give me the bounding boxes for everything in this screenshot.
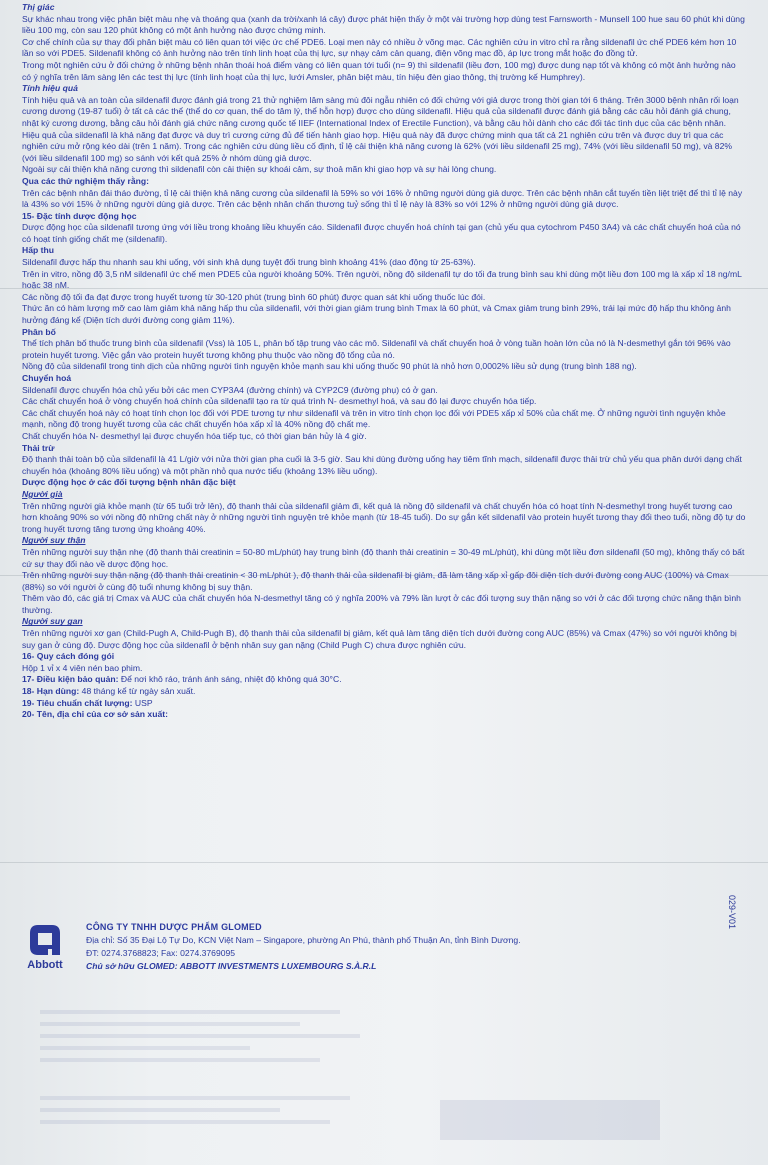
item-lead: 17- Điều kiện bảo quản: <box>22 674 119 685</box>
section-heading: Thải trừ <box>22 442 55 453</box>
section-heading: Người suy thận <box>22 535 86 546</box>
section-heading: Tính hiệu quả <box>22 83 78 94</box>
item-lead: 19- Tiêu chuẩn chất lượng: <box>22 697 133 708</box>
company-address: Địa chỉ: Số 35 Đại Lộ Tự Do, KCN Việt Nam – Singapore, phường An Phú, thành phố Thuận An, tỉnh Bình Dương. <box>86 935 521 945</box>
paragraph: Thêm vào đó, các giá trị Cmax và AUC của chất chuyển hóa N-desmethyl tăng có ý nghĩa 200% và 79% lần lượt ở các đối tượng suy thận nặng so với ở các đối tượng chức năng thận bình thường. <box>22 593 741 615</box>
abbott-logo <box>22 921 68 977</box>
leaflet-body <box>22 2 747 721</box>
paragraph: Trên những người suy thận nhẹ (độ thanh thải creatinin = 50-80 mL/phút) hay trung bình (độ thanh thải creatinin = 30-49 mL/phút), khi dùng một liều đơn sildenafil (50 mg), không thấy có bất cứ sự thay đổi nào về dược động học. <box>22 546 745 569</box>
paragraph: Nồng độ của sildenafil trong tinh dịch của những người tình nguyện khỏe mạnh sau khi uống thuốc 90 phút là nhỏ hơn 0,0002% liều sử dụng (trung bình 188 ng). <box>22 361 637 372</box>
document-code: 029-V01 <box>727 894 737 929</box>
section-heading: Người suy gan <box>22 616 83 627</box>
paragraph: Dược động học của sildenafil tương ứng với liều trong khoảng liều khuyến cáo. Sildenafil được chuyển hoá chính tại gan (chủ yếu qua cytochrom P450 3A4) và các chất chuyển hoá của nó có hoạt tính giống chất mẹ (sildenafil). <box>22 222 741 244</box>
paper-fold <box>0 862 768 863</box>
logo-wordmark: Abbott <box>27 959 63 971</box>
section-heading: Thị giác <box>22 2 55 12</box>
paragraph: Trong một nghiên cứu ở đối chứng ở những bệnh nhân thoái hoá điểm vàng có liên quan tới tuổi (n= 9) thì sildenafil (liều đơn, 100 mg) được dung nạp tốt và không có một ảnh hưởng nào có ý nghĩa trên lâm sàng lên các test thị lực (tính linh hoạt của thị lực, lưới Amsler, phân biệt màu, tín hiệu đèn giao thông, thị trường kế Humphrey). <box>22 59 736 82</box>
paragraph: Sự khác nhau trong việc phân biệt màu nhẹ và thoáng qua (xanh da trời/xanh lá cây) được phát hiện thấy ở một vài trường hợp dùng test Farnsworth - Munsell 100 hue sau 60 phút khi dùng liều 100 mg, còn sau 120 phút không có một ảnh hưởng nào được chứng minh. <box>22 13 745 36</box>
paragraph: Trên những người già khỏe mạnh (từ 65 tuổi trở lên), độ thanh thải của sildenafil giảm đi, kết quả là nồng độ sildenafil và chất chuyển hóa có hoạt tính N-desmethyl trong huyết tương cao hơn khoảng 90% so với nồng độ những chất này ở những người tình nguyện trẻ khỏe mạnh (từ 18-45 tuổi). Do sự gắn kết sildenafil vào protein huyết tương thay đổi theo tuổi, nồng độ tự do trong huyết tương tăng tương ứng khoảng 40%. <box>22 500 746 534</box>
paragraph: Độ thanh thải toàn bộ của sildenafil là 41 L/giờ với nửa thời gian pha cuối là 3-5 giờ. Sau khi dùng đường uống hay tiêm tĩnh mạch, sildenafil được thải trừ chủ yếu qua phân dưới dạng chất chuyển hóa (khoảng 80% liều uống) và một phần nhỏ qua nước tiểu (khoảng 13% liều uống). <box>22 454 742 476</box>
paragraph: Thức ăn có hàm lượng mỡ cao làm giảm khả năng hấp thu của sildenafil, với thời gian giảm trung bình Tmax là 60 phút, và Cmax giảm trung bình 29%, trái lại mức độ hấp thu không ảnh hưởng đáng kể (Diện tích dưới đường cong giảm 11%). <box>22 303 731 326</box>
section-heading: Chuyển hoá <box>22 373 72 383</box>
show-through-print <box>40 1000 720 1150</box>
company-phone: ĐT: 0274.3768823; Fax: 0274.3769095 <box>86 948 236 958</box>
section-heading: Phân bố <box>22 326 56 337</box>
paragraph: 17- Điều kiện bảo quản: Để nơi khô ráo, tránh ánh sáng, nhiệt độ không quá 30°C. <box>22 674 342 685</box>
company-owner: Chủ sở hữu GLOMED: ABBOTT INVESTMENTS LUXEMBOURG S.À.R.L <box>86 961 377 971</box>
section-heading: 16- Quy cách đóng gói <box>22 651 115 662</box>
paragraph: Sildenafil được chuyển hóa chủ yếu bởi các men CYP3A4 (đường chính) và CYP2C9 (đường phụ) có ở gan. <box>22 384 438 395</box>
abbott-logo-icon <box>28 923 62 957</box>
manufacturer-block <box>22 894 747 977</box>
paragraph: 19- Tiêu chuẩn chất lượng: USP <box>22 697 153 708</box>
paragraph: Ngoài sự cải thiện khả năng cương thì sildenafil còn cải thiện sự khoái cảm, sự thoả mãn khi giao hợp và sự hài lòng chung. <box>22 164 497 175</box>
paragraph: Sildenafil được hấp thu nhanh sau khi uống, với sinh khả dụng tuyệt đối trung bình khoảng 41% (dao động từ 25-63%). <box>22 257 476 268</box>
item-lead: 18- Hạn dùng: <box>22 686 80 697</box>
section-heading: Qua các thử nghiệm thấy rằng: <box>22 175 150 186</box>
company-name: CÔNG TY TNHH DƯỢC PHẨM GLOMED <box>86 922 262 932</box>
paragraph: Các chất chuyển hoá ở vòng chuyển hoá chính của sildenafil tạo ra từ quá trình N- desmethyl hoá, và sau đó lại được chuyển hóa tiếp. <box>22 396 537 407</box>
section-heading: Dược động học ở các đối tượng bệnh nhân đặc biệt <box>22 477 236 488</box>
section-heading: Hấp thu <box>22 245 54 256</box>
paragraph: Trên những người suy thận nặng (độ thanh thải creatinin < 30 mL/phút ), độ thanh thải của sildenafil bị giảm, đã làm tăng xấp xỉ gấp đôi diện tích dưới đường cong AUC (100%) và Cmax (88%) so với người ở cùng độ tuổi nhưng không bị suy thận. <box>22 570 729 592</box>
paragraph: Các chất chuyển hoá này có hoạt tính chọn lọc đối với PDE tương tự như sildenafil và trên in vitro tính chọn lọc đối với PDE5 xấp xỉ 50% của chất mẹ. Ở những người tình nguyện khỏe mạnh, nồng độ trong huyết tương của các chất chuyển hóa xấp xỉ là 40% nồng độ chất mẹ. <box>22 407 726 430</box>
paragraph: Trên in vitro, nồng độ 3,5 nM sildenafil ức chế men PDE5 của người khoảng 50%. Trên người, nồng độ sildenafil tự do tối đa trung bình sau khi dùng một liều đơn 100 mg là xấp xỉ 18 ng/mL hoặc 38 nM. <box>22 268 742 291</box>
paragraph: Chất chuyển hóa N- desmethyl lại được chuyển hóa tiếp tục, có thời gian bán hủy là 4 giờ. <box>22 430 367 441</box>
section-heading: Người già <box>22 488 63 499</box>
paragraph: Hiệu quả của sildenafil là khả năng đạt được và duy trì cương cứng đủ để tiến hành giao hợp. Hiệu quả này đã được chứng minh qua tất cả 21 nghiên cứu trên và được duy trì qua các nghiên cứu mở rộng kéo dài (trên 1 năm). Trong các nghiên cứu dùng liều cố định, tỉ lệ cải thiện khả năng cương là 62% (với liều sildenafil 25 mg), 74% (với liều sildenafil 50 mg), và 82% (với liều sildenafil 100 mg) so sánh với kết quả 25% ở nhóm dùng giả dược. <box>22 129 733 163</box>
paragraph: Các nồng độ tối đa đạt được trong huyết tương từ 30-120 phút (trung bình 60 phút) được quan sát khi uống thuốc lúc đói. <box>22 291 486 302</box>
paragraph: 18- Hạn dùng: 48 tháng kể từ ngày sản xuất. <box>22 686 196 697</box>
paragraph: Cơ chế chính của sự thay đổi phân biệt màu có liên quan tới việc ức chế PDE6. Loại men này có nhiều ở võng mạc. Các nghiên cứu in vitro chỉ ra rằng sildenafil ức chế PDE6 kém hơn 10 lần so với PDE5. Sildenafil không có ảnh hưởng nào trên tính linh hoạt của thị lực, sự nhạy cảm cản quang, điện võng mạc đồ, áp lực trong mắt hoặc đo đồng tử. <box>22 36 737 59</box>
paragraph: Tính hiệu quả và an toàn của sildenafil được đánh giá trong 21 thử nghiệm lâm sàng mù đôi ngẫu nhiên có đối chứng với giả dược trong thời gian tới 6 tháng. Trên 3000 bệnh nhân rối loạn cương dương (19-87 tuổi) ở tất cả các thể (thể do cơ quan, thể do tâm lý, thể hỗn hợp) được cho dùng sildenafil. Hiệu quả của sildenafil được đánh giá bằng các câu hỏi đánh giá chung, nhật ký cương dương, bằng câu hỏi đánh giá chức năng cương quốc tế IIEF (International Index of Erectile Function), và bằng câu hỏi dành cho các đối tác tình dục của các bệnh nhân. <box>22 94 739 128</box>
section-heading: 20- Tên, địa chỉ của cơ sở sản xuất: <box>22 709 168 720</box>
paragraph: Trên các bệnh nhân đái tháo đường, tỉ lệ cải thiện khả năng cương của sildenafil là 59% so với 16% ở những người dùng giả dược. Trên các bệnh nhân cắt tuyến tiền liệt triệt để thì tỉ lệ này là 43% so với 15% ở những người dùng giả dược. Trên các bệnh nhân chấn thương tuỷ sống thì tỉ lệ này là 83% so với 12% ở những người dùng giả dược. <box>22 187 743 210</box>
paragraph: Hộp 1 vỉ x 4 viên nén bao phim. <box>22 662 143 673</box>
paragraph: Thể tích phân bố thuốc trung bình của sildenafil (Vss) là 105 L, phân bố tập trung vào các mô. Sildenafil và chất chuyển hoá ở vòng tuần hoàn lớn của nó là N-desmethyl gắn tới 96% vào protein huyết tương. Việc gắn vào protein huyết tương không phụ thuộc vào nồng độ tổng của nó. <box>22 338 731 360</box>
section-heading: 15- Đặc tính dược động học <box>22 210 137 221</box>
company-info <box>86 921 706 973</box>
paragraph: Trên những người xơ gan (Child-Pugh A, Child-Pugh B), độ thanh thải của sildenafil bị giảm, kết quả làm tăng diện tích dưới đường cong AUC (85%) và Cmax (47%) so với người không bị suy gan ở cùng độ. Dược động học của sildenafil ở bệnh nhân suy gan nặng (Child Pugh C) chưa được nghiên cứu. <box>22 628 737 650</box>
